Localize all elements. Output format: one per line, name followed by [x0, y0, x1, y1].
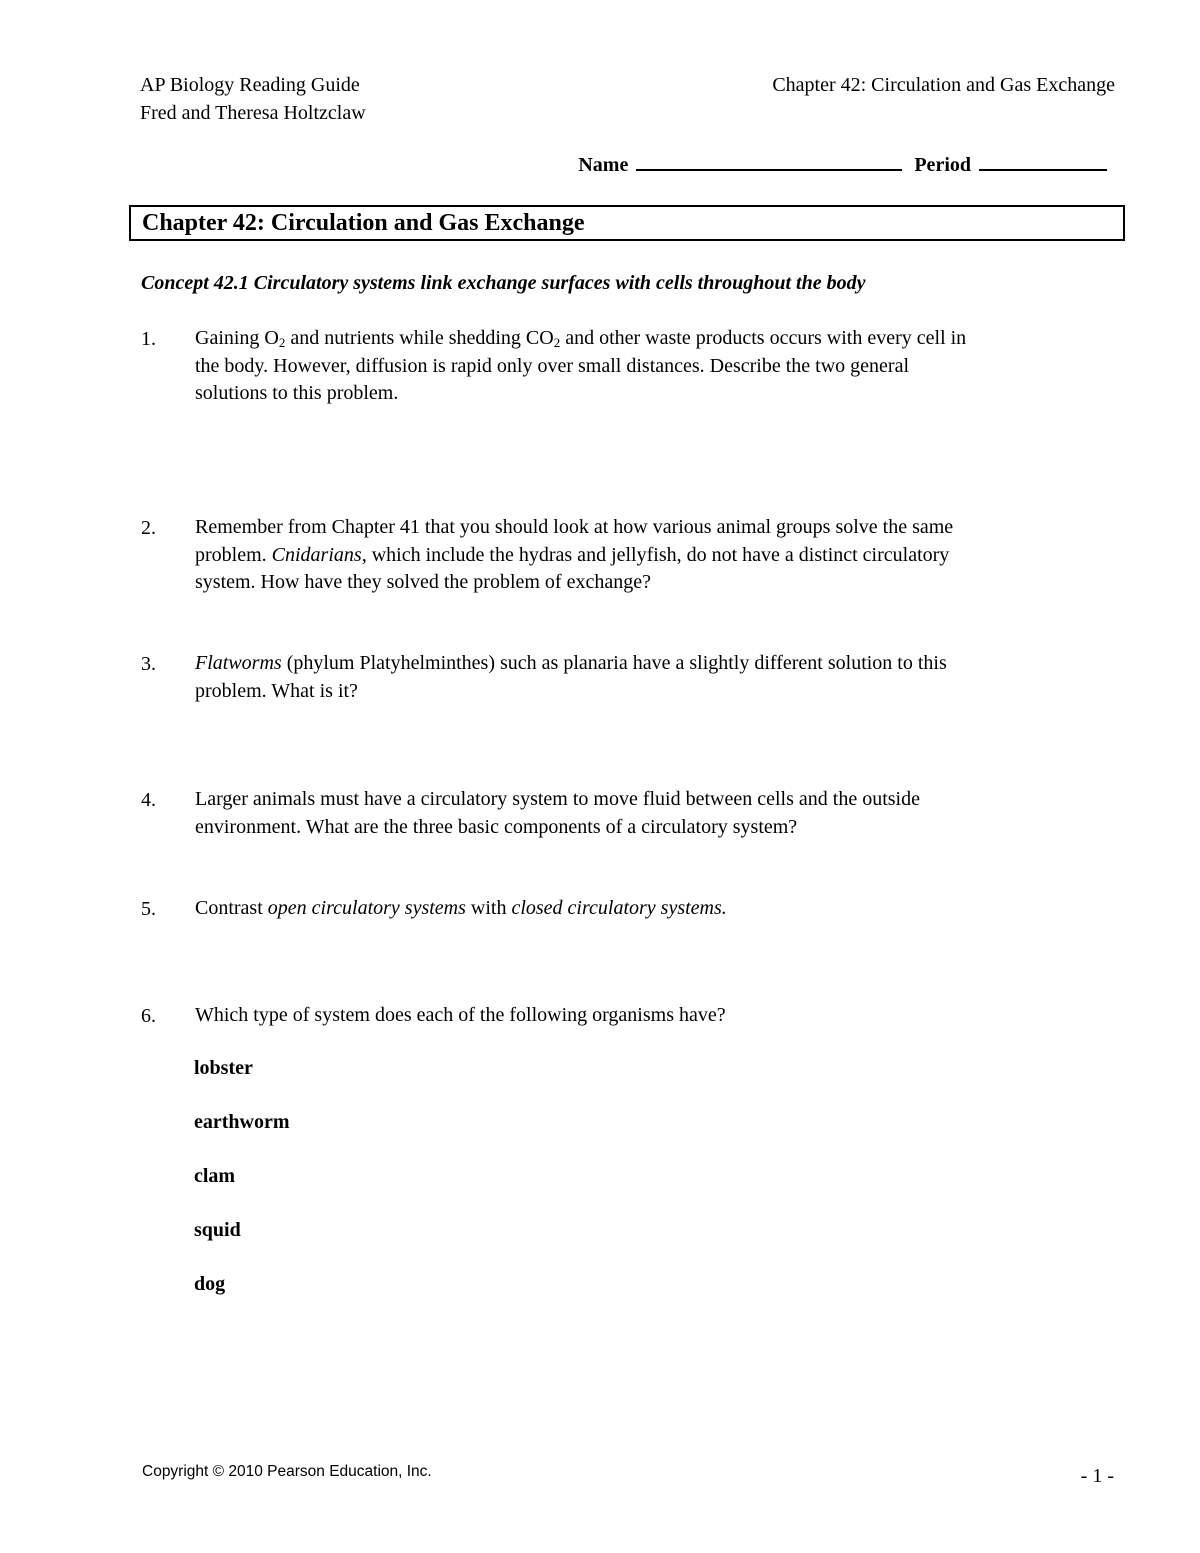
italic-term: open circulatory systems: [267, 897, 466, 919]
question-number: 6.: [141, 1005, 156, 1027]
text-line: Which type of system does each of the following organisms have?: [195, 1004, 726, 1026]
organism-item: squid: [194, 1219, 241, 1241]
italic-term: closed circulatory systems.: [511, 897, 727, 919]
copyright-notice: Copyright © 2010 Pearson Education, Inc.: [142, 1463, 432, 1480]
text-line: system. How have they solved the problem of exchange?: [195, 571, 651, 593]
organism-item: earthworm: [194, 1111, 290, 1133]
question-text: [195, 514, 1106, 597]
authors: Fred and Theresa Holtzclaw: [140, 102, 366, 124]
text-line: Larger animals must have a circulatory system to move fluid between cells and the outside: [195, 788, 920, 810]
question-text: [195, 325, 1106, 408]
period-blank[interactable]: [979, 153, 1107, 171]
text-line: solutions to this problem.: [195, 382, 399, 404]
italic-term: Cnidarians: [271, 543, 362, 566]
header-chapter: Chapter 42: Circulation and Gas Exchange: [772, 74, 1115, 96]
name-blank[interactable]: [636, 153, 902, 171]
question-number: 2.: [141, 517, 156, 539]
text-fragment: and nutrients while shedding CO: [285, 327, 554, 349]
subscript: 2: [278, 335, 286, 350]
text-line: environment. What are the three basic components of a circulatory system?: [195, 815, 798, 838]
question-text: [195, 895, 1106, 923]
organism-item: lobster: [194, 1057, 253, 1079]
chapter-title-box: [129, 205, 1125, 241]
text-fragment: problem.: [195, 543, 272, 566]
text-line: problem. What is it?: [195, 679, 358, 702]
question-text: [195, 650, 1106, 705]
question-number: 3.: [141, 653, 156, 675]
name-period-row: [578, 153, 1107, 177]
text-fragment: Gaining O: [195, 327, 279, 349]
chapter-title: Chapter 42: Circulation and Gas Exchange: [142, 210, 585, 236]
text-line: the body. However, diffusion is rapid only over small distances. Describe the two general: [195, 354, 910, 377]
text-fragment: (phylum Platyhelminthes) such as planaria have a slightly different solution to this: [281, 652, 947, 674]
page-number: - 1 -: [1080, 1465, 1114, 1487]
question-number: 4.: [141, 789, 156, 811]
question-number: 1.: [141, 328, 156, 350]
concept-heading: Concept 42.1 Circulatory systems link exchange surfaces with cells throughout the body: [141, 272, 866, 294]
name-label: Name: [578, 154, 629, 176]
italic-term: Flatworms: [195, 652, 282, 674]
text-line: Remember from Chapter 41 that you should look at how various animal groups solve the same: [195, 516, 954, 538]
header-left: [140, 71, 366, 127]
subscript: 2: [553, 335, 561, 350]
question-text: [195, 1002, 1106, 1030]
text-fragment: with: [465, 897, 512, 919]
question-text: [195, 786, 1106, 841]
course-title: AP Biology Reading Guide: [140, 74, 360, 96]
organism-item: clam: [194, 1165, 236, 1187]
period-label: Period: [914, 154, 971, 176]
text-fragment: , which include the hydras and jellyfish, do not have a distinct circulatory: [361, 543, 950, 566]
text-fragment: Contrast: [195, 897, 268, 919]
text-fragment: and other waste products occurs with every cell in: [560, 327, 967, 349]
question-number: 5.: [141, 898, 156, 920]
organism-item: dog: [194, 1273, 226, 1295]
